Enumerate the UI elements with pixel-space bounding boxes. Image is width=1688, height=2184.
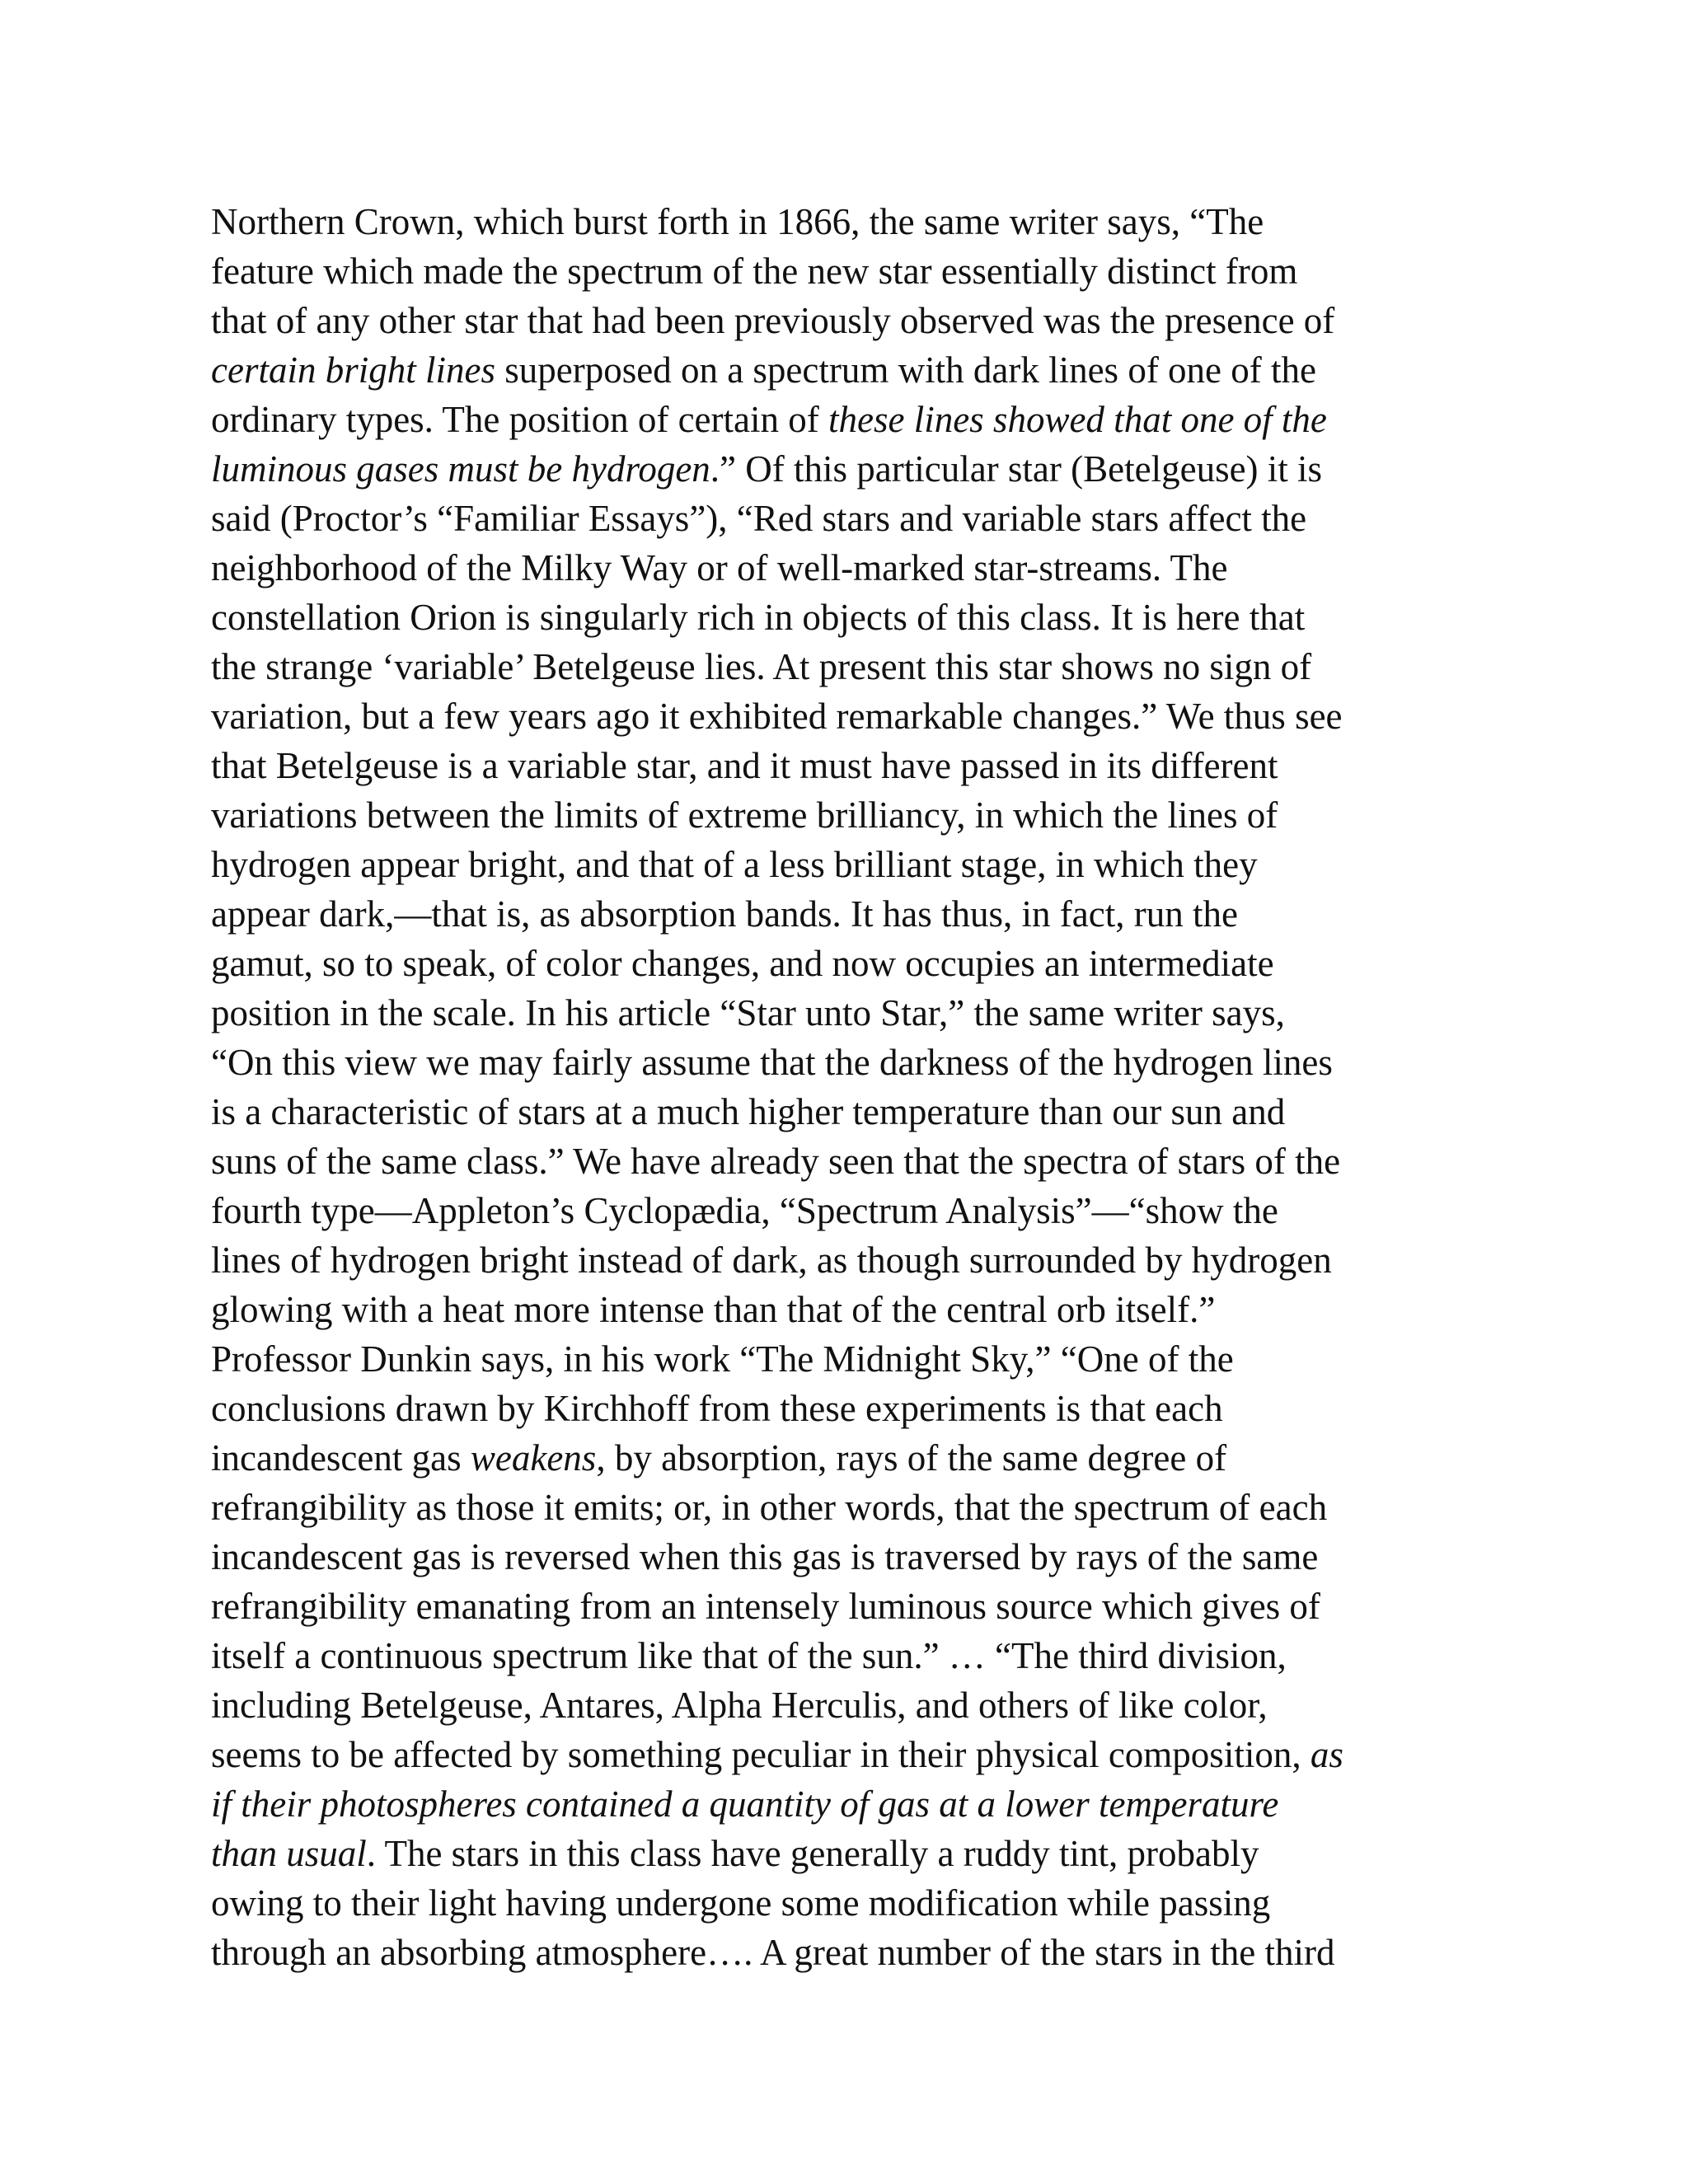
text-segment: .” Of this particular star (Betelgeuse) it is <box>710 448 1323 490</box>
text-line <box>211 1433 1497 1483</box>
text-line <box>211 790 1497 840</box>
text-segment: appear dark,—that is, as absorption bands. It has thus, in fact, run the <box>211 893 1238 935</box>
italic-text-segment: than usual <box>211 1833 367 1874</box>
text-line <box>211 246 1497 296</box>
text-segment: Northern Crown, which burst forth in 1866, the same writer says, “The <box>211 201 1264 242</box>
text-segment: , by absorption, rays of the same degree of <box>596 1437 1227 1479</box>
text-line <box>211 691 1497 741</box>
text-segment: variations between the limits of extreme brilliancy, in which the lines of <box>211 794 1278 836</box>
text-segment: Professor Dunkin says, in his work “The Midnight Sky,” “One of the <box>211 1338 1234 1380</box>
text-segment: glowing with a heat more intense than that of the central orb itself.” <box>211 1289 1216 1330</box>
text-segment: that of any other star that had been previously observed was the presence of <box>211 300 1335 341</box>
text-line <box>211 197 1497 246</box>
italic-text-segment: weakens <box>470 1437 597 1479</box>
text-line <box>211 1928 1497 1977</box>
text-line <box>211 543 1497 593</box>
text-line <box>211 1384 1497 1433</box>
text-line <box>211 444 1497 494</box>
text-segment: conclusions drawn by Kirchhoff from these experiments is that each <box>211 1388 1223 1429</box>
italic-text-segment: luminous gases must be hydrogen <box>211 448 710 490</box>
text-segment: suns of the same class.” We have already seen that the spectra of stars of the <box>211 1141 1341 1182</box>
text-segment: the strange ‘variable’ Betelgeuse lies. At present this star shows no sign of <box>211 646 1312 687</box>
text-line <box>211 593 1497 642</box>
text-line <box>211 1878 1497 1928</box>
text-segment: feature which made the spectrum of the new star essentially distinct from <box>211 251 1298 292</box>
text-line <box>211 1087 1497 1137</box>
text-segment: including Betelgeuse, Antares, Alpha Herculis, and others of like color, <box>211 1685 1268 1726</box>
text-segment: is a characteristic of stars at a much higher temperature than our sun and <box>211 1091 1286 1132</box>
text-line <box>211 395 1497 444</box>
text-line <box>211 889 1497 939</box>
text-line <box>211 1483 1497 1532</box>
text-line <box>211 1631 1497 1680</box>
text-segment: incandescent gas is reversed when this gas is traversed by rays of the same <box>211 1536 1319 1577</box>
text-segment: lines of hydrogen bright instead of dark, as though surrounded by hydrogen <box>211 1240 1332 1281</box>
text-segment: itself a continuous spectrum like that of the sun.” … “The third division, <box>211 1635 1287 1676</box>
text-line <box>211 988 1497 1038</box>
text-line <box>211 1829 1497 1878</box>
text-line <box>211 1137 1497 1186</box>
text-segment: fourth type—Appleton’s Cyclopædia, “Spectrum Analysis”—“show the <box>211 1190 1278 1231</box>
text-segment: superposed on a spectrum with dark lines of one of the <box>495 349 1316 391</box>
italic-text-segment: these lines showed that one of the <box>828 399 1327 440</box>
text-line <box>211 1235 1497 1285</box>
body-text <box>211 197 1497 1977</box>
text-segment: variation, but a few years ago it exhibited remarkable changes.” We thus see <box>211 696 1343 737</box>
text-segment: neighborhood of the Milky Way or of well-marked star-streams. The <box>211 547 1228 588</box>
text-segment: . The stars in this class have generally a ruddy tint, probably <box>366 1833 1259 1874</box>
text-segment: through an absorbing atmosphere…. A great number of the stars in the third <box>211 1932 1335 1973</box>
text-segment: ordinary types. The position of certain of <box>211 399 828 440</box>
text-line <box>211 840 1497 889</box>
text-line <box>211 1038 1497 1087</box>
text-line <box>211 494 1497 543</box>
text-line <box>211 1779 1497 1829</box>
text-segment: position in the scale. In his article “Star unto Star,” the same writer says, <box>211 992 1285 1033</box>
italic-text-segment: certain bright lines <box>211 349 495 391</box>
text-line <box>211 296 1497 345</box>
text-segment: refrangibility as those it emits; or, in other words, that the spectrum of each <box>211 1487 1328 1528</box>
text-segment: gamut, so to speak, of color changes, and now occupies an intermediate <box>211 943 1274 984</box>
text-segment: seems to be affected by something peculiar in their physical composition, <box>211 1734 1311 1775</box>
text-line <box>211 642 1497 691</box>
text-line <box>211 741 1497 790</box>
text-line <box>211 1285 1497 1334</box>
text-segment: refrangibility emanating from an intensely luminous source which gives of <box>211 1586 1320 1627</box>
text-line <box>211 1582 1497 1631</box>
text-segment: hydrogen appear bright, and that of a less brilliant stage, in which they <box>211 844 1258 885</box>
text-line <box>211 1532 1497 1582</box>
text-segment: said (Proctor’s “Familiar Essays”), “Red stars and variable stars affect the <box>211 498 1307 539</box>
text-line <box>211 345 1497 395</box>
text-segment: constellation Orion is singularly rich in objects of this class. It is here that <box>211 597 1306 638</box>
text-segment: owing to their light having undergone some modification while passing <box>211 1882 1271 1924</box>
text-line <box>211 1730 1497 1779</box>
text-line <box>211 1334 1497 1384</box>
text-line <box>211 1680 1497 1730</box>
text-segment: “On this view we may fairly assume that the darkness of the hydrogen lines <box>211 1042 1333 1083</box>
italic-text-segment: as <box>1310 1734 1343 1775</box>
text-line <box>211 1186 1497 1235</box>
text-segment: that Betelgeuse is a variable star, and it must have passed in its different <box>211 745 1278 786</box>
text-segment: incandescent gas <box>211 1437 471 1479</box>
text-line <box>211 939 1497 988</box>
italic-text-segment: if their photospheres contained a quantity of gas at a lower temperature <box>211 1783 1279 1825</box>
